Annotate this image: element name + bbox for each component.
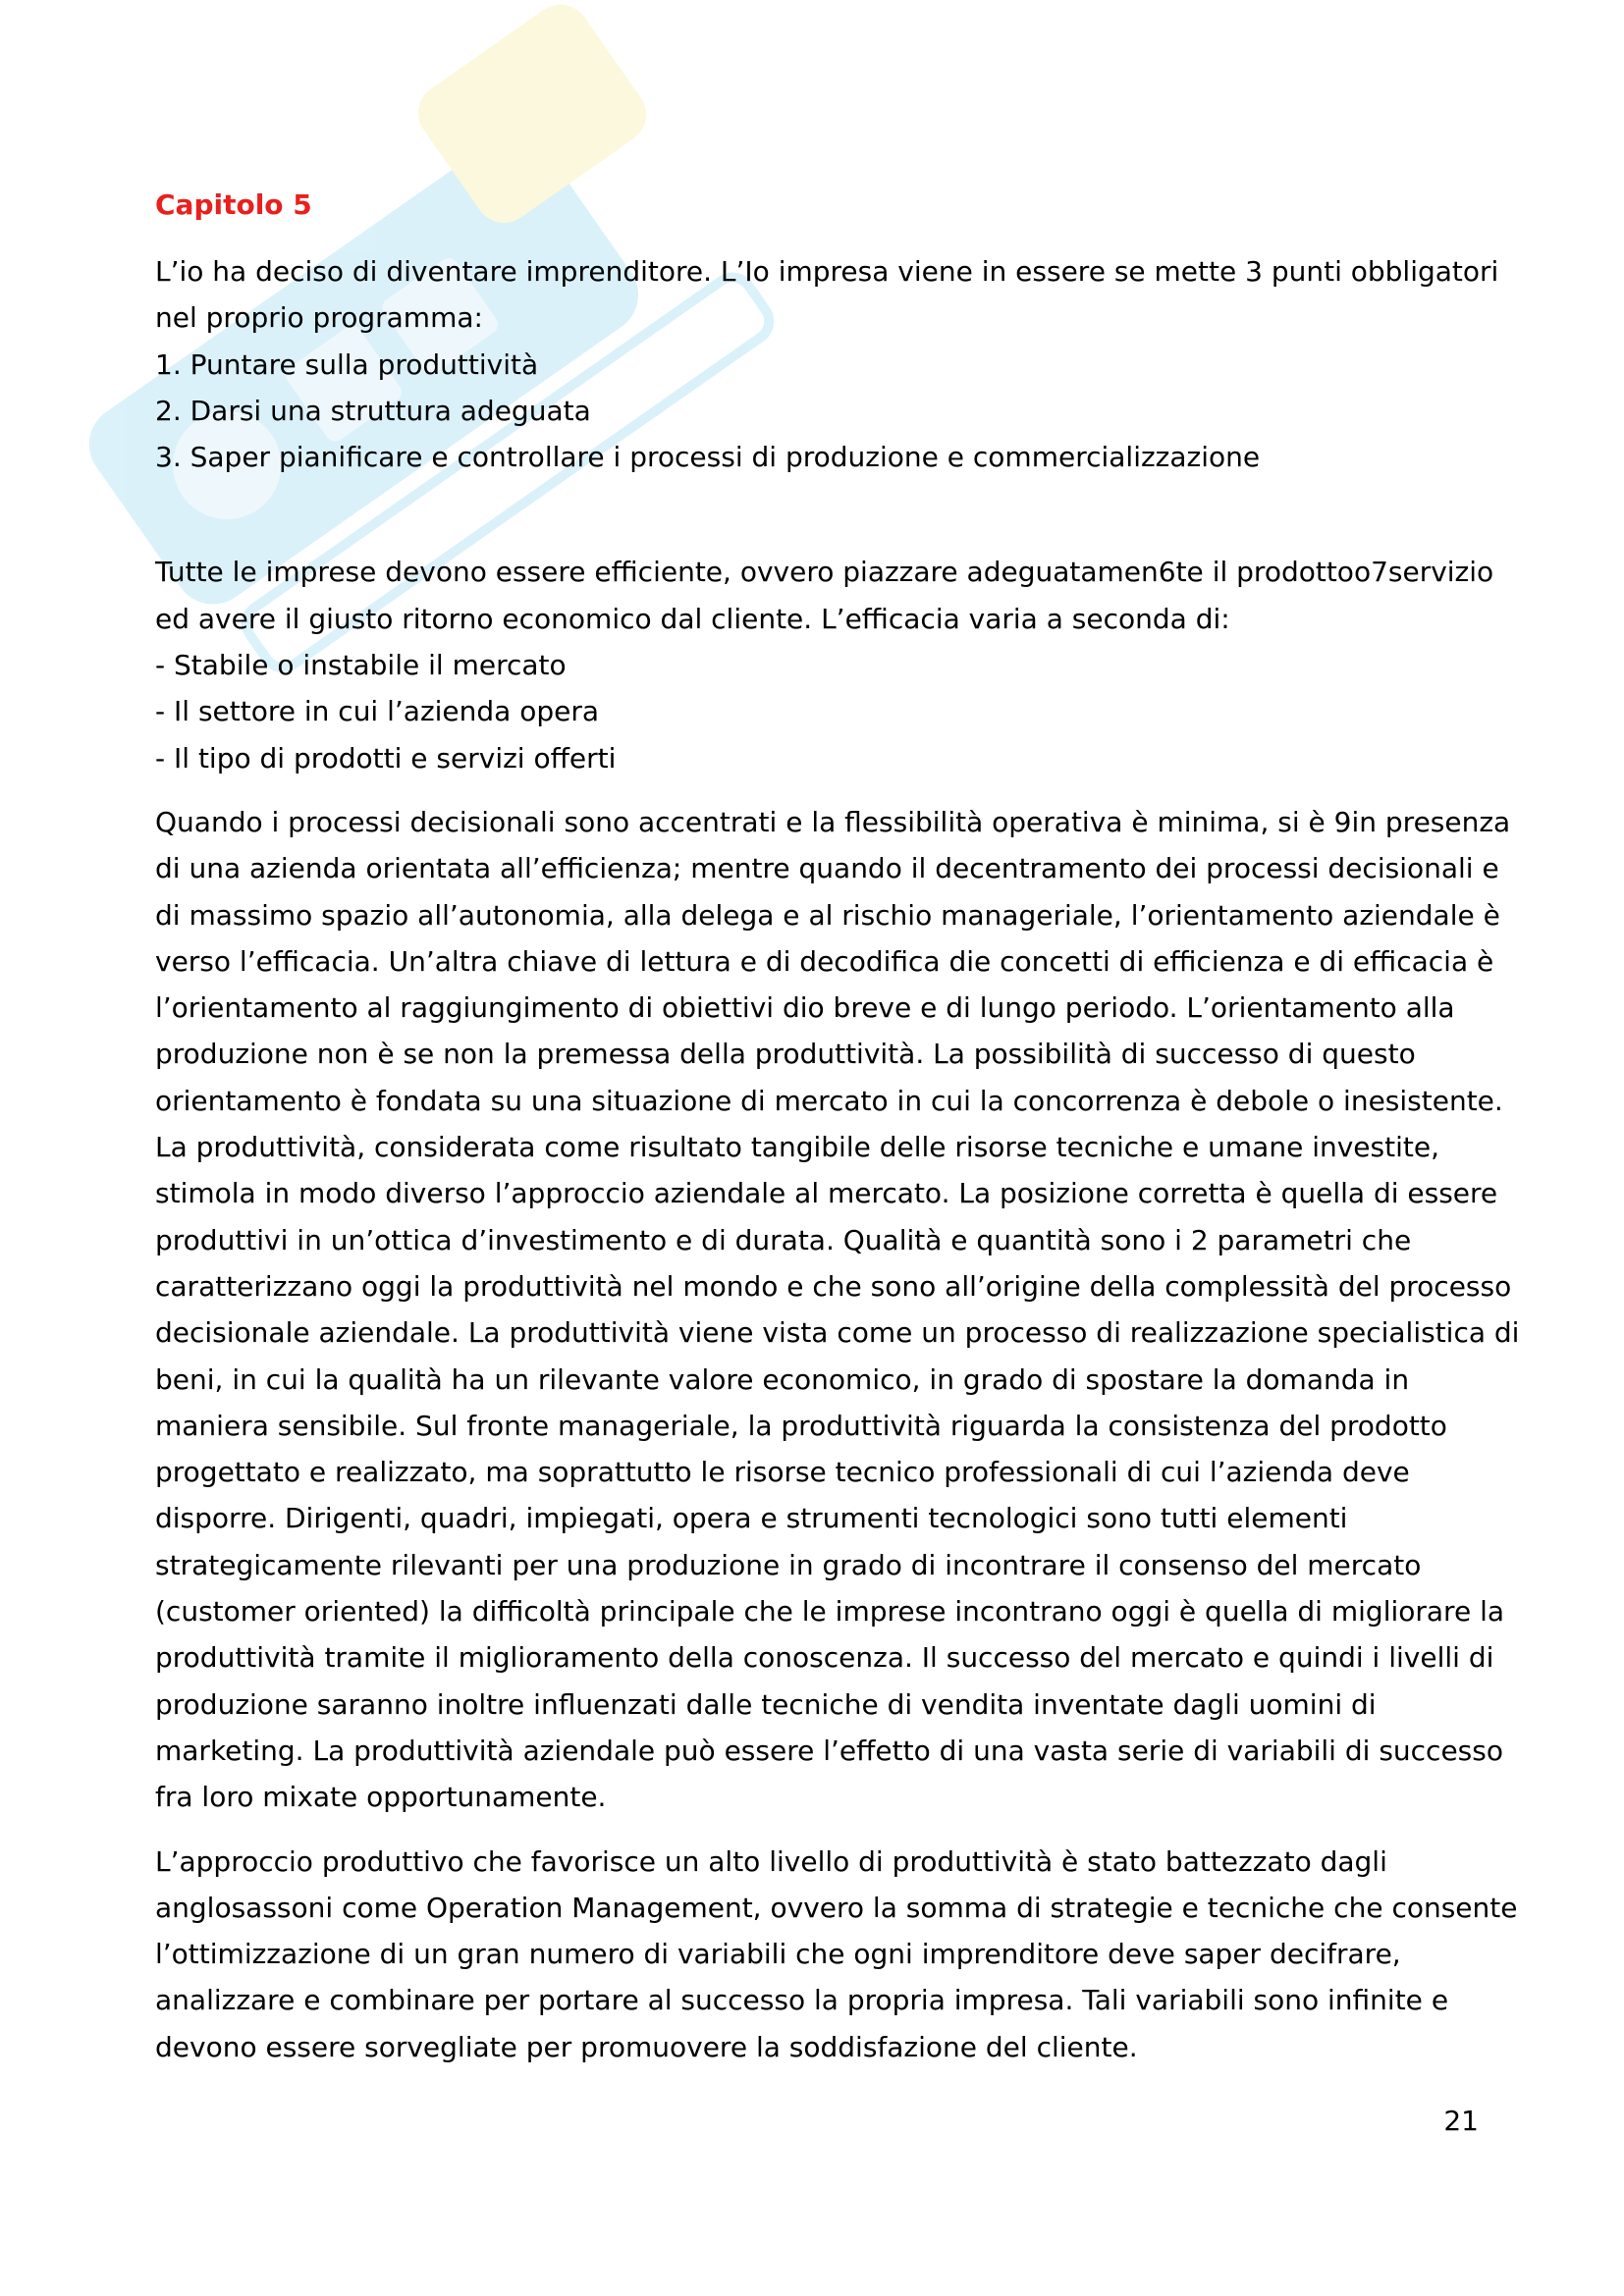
- list-item: - Il tipo di prodotti e servizi offerti: [155, 741, 617, 774]
- intro-paragraph: [155, 248, 1499, 480]
- list-item: 2. Darsi una struttura adeguata: [155, 394, 591, 427]
- body-line: disporre. Dirigenti, quadri, impiegati, opera e strumenti tecnologici sono tutti elementi: [155, 1502, 1348, 1535]
- operations-paragraph: [155, 1839, 1518, 2070]
- body-line: strategicamente rilevanti per una produzione in grado di incontrare il consenso del mercato: [155, 1548, 1422, 1581]
- body-line: fra loro mixate opportunamente.: [155, 1781, 607, 1814]
- body-line: L’approccio produttivo che favorisce un alto livello di produttività è stato battezzato dagli: [155, 1844, 1387, 1878]
- efficiency-paragraph: [155, 549, 1494, 780]
- document-page: [155, 182, 1520, 2070]
- list-item: 1. Puntare sulla produttività: [155, 347, 539, 381]
- body-line: anglosassoni come Operation Management, ovvero la somma di strategie e tecniche che consente: [155, 1891, 1518, 1924]
- body-line: produttività tramite il miglioramento della conoscenza. Il successo del mercato e quindi i livelli di: [155, 1641, 1494, 1675]
- body-line: di massimo spazio all’autonomia, alla delega e al rischio manageriale, l’orientamento aziendale è: [155, 898, 1500, 932]
- body-line: (customer oriented) la difficoltà principale che le imprese incontrano oggi è quella di migliorare la: [155, 1595, 1505, 1629]
- efficiency-line: ed avere il giusto ritorno economico dal cliente. L’efficacia varia a seconda di:: [155, 602, 1230, 635]
- list-item: 3. Saper pianificare e controllare i processi di produzione e commercializzazione: [155, 441, 1261, 474]
- body-line: analizzare e combinare per portare al successo la propria impresa. Tali variabili sono infinite e: [155, 1984, 1449, 2017]
- body-line: di una azienda orientata all’efficienza; mentre quando il decentramento dei processi decisionali e: [155, 852, 1499, 885]
- efficiency-line: Tutte le imprese devono essere efficiente, ovvero piazzare adeguatamen6te il prodottoo7servizio: [155, 556, 1494, 589]
- decision-paragraph: [155, 799, 1520, 1821]
- intro-line: nel proprio programma:: [155, 301, 483, 335]
- body-line: decisionale aziendale. La produttività viene vista come un processo di realizzazione specialistica di: [155, 1316, 1520, 1350]
- body-line: Quando i processi decisionali sono accentrati e la flessibilità operativa è minima, si è 9in presenza: [155, 805, 1511, 838]
- body-line: maniera sensibile. Sul fronte manageriale, la produttività riguarda la consistenza del prodotto: [155, 1409, 1447, 1442]
- page-number: 21: [1443, 2105, 1479, 2137]
- body-line: produzione non è se non la premessa della produttività. La possibilità di successo di questo: [155, 1038, 1416, 1071]
- chapter-title: Capitolo 5: [155, 188, 312, 221]
- body-line: caratterizzano oggi la produttività nel mondo e che sono all’origine della complessità del processo: [155, 1269, 1512, 1303]
- body-line: l’orientamento al raggiungimento di obiettivi dio breve e di lungo periodo. L’orientamento alla: [155, 991, 1455, 1025]
- list-item: - Il settore in cui l’azienda opera: [155, 695, 600, 728]
- body-line: l’ottimizzazione di un gran numero di variabili che ogni imprenditore deve saper decifrare,: [155, 1938, 1401, 1971]
- body-line: La produttività, considerata come risultato tangibile delle risorse tecniche e umane investite,: [155, 1131, 1439, 1164]
- body-line: devono essere sorvegliate per promuovere la soddisfazione del cliente.: [155, 2030, 1138, 2063]
- body-line: progettato e realizzato, ma soprattutto le risorse tecnico professionali di cui l’azienda deve: [155, 1456, 1410, 1489]
- body-line: verso l’efficacia. Un’altra chiave di lettura e di decodifica die concetti di efficienza e di efficacia è: [155, 944, 1494, 978]
- body-line: orientamento è fondata su una situazione di mercato in cui la concorrenza è debole o inesistente.: [155, 1084, 1503, 1117]
- body-line: beni, in cui la qualità ha un rilevante valore economico, in grado di spostare la domanda in: [155, 1362, 1410, 1396]
- intro-line: L’io ha deciso di diventare imprenditore. L’Io impresa viene in essere se mette 3 punti obbligatori: [155, 255, 1499, 288]
- body-line: stimola in modo diverso l’approccio aziendale al mercato. La posizione corretta è quella di essere: [155, 1177, 1498, 1210]
- body-line: produzione saranno inoltre influenzati dalle tecniche di vendita inventate dagli uomini di: [155, 1687, 1377, 1721]
- body-line: marketing. La produttività aziendale può essere l’effetto di una vasta serie di variabili di successo: [155, 1734, 1503, 1767]
- list-item: - Stabile o instabile il mercato: [155, 649, 567, 682]
- body-line: produttivi in un’ottica d’investimento e di durata. Qualità e quantità sono i 2 parametri che: [155, 1223, 1412, 1256]
